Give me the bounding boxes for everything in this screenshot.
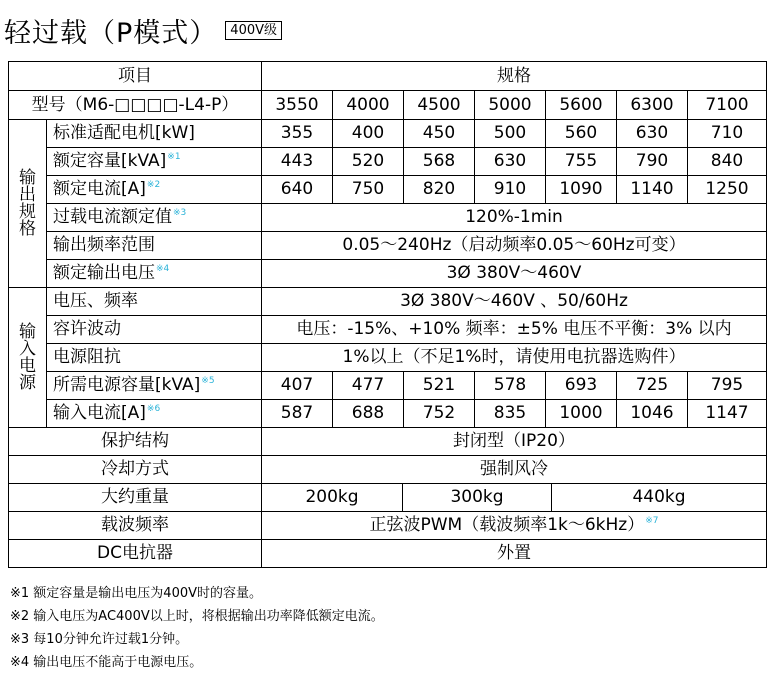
- value-cell: 强制风冷: [262, 456, 767, 484]
- value-cell: 440kg: [551, 484, 766, 511]
- group-char: 格: [19, 218, 36, 239]
- value-cell: 795: [688, 372, 767, 400]
- value-cell: 840: [688, 148, 767, 176]
- value-cell: 560: [546, 120, 617, 148]
- value-cell: 578: [475, 372, 546, 400]
- capacity-row: [9, 148, 767, 176]
- model-cell: 6300: [617, 91, 688, 120]
- out-voltage-row: [9, 260, 767, 288]
- row-label: 容许波动: [47, 316, 262, 344]
- model-label: 型号（M6-□□□□-L4-P）: [9, 91, 262, 120]
- tolerance-row: [9, 316, 767, 344]
- value-cell: 355: [262, 120, 333, 148]
- row-label: 电源阻抗: [47, 344, 262, 372]
- row-label: 保护结构: [9, 428, 262, 456]
- row-label: 输出频率范围: [47, 232, 262, 260]
- footnotes: [10, 582, 768, 674]
- value-cell: 0.05～240Hz（启动频率0.05～60Hz可变）: [262, 232, 767, 260]
- group-char: 输: [19, 321, 36, 342]
- value-cell: 400: [333, 120, 404, 148]
- row-label: 电压、频率: [47, 288, 262, 316]
- value-cell: 封闭型（IP20）: [262, 428, 767, 456]
- dc-reactor-row: [9, 540, 767, 568]
- value-cell: 630: [617, 120, 688, 148]
- group-char: 电: [19, 355, 36, 376]
- value-cell: 568: [404, 148, 475, 176]
- row-label: [47, 372, 262, 400]
- group-char: 输: [19, 167, 36, 188]
- value-cell: 407: [262, 372, 333, 400]
- group-char: 出: [19, 184, 36, 205]
- weight-values: [262, 484, 767, 512]
- group-char: 入: [19, 338, 36, 359]
- overload-row: [9, 204, 767, 232]
- model-cell: 7100: [688, 91, 767, 120]
- value-cell: 1090: [546, 176, 617, 204]
- value-cell: 电压：-15%、+10% 频率：±5% 电压不平衡：3% 以内: [262, 316, 767, 344]
- title-row: [4, 8, 282, 52]
- value-cell: 450: [404, 120, 475, 148]
- value-cell: 500: [475, 120, 546, 148]
- value-cell: 693: [546, 372, 617, 400]
- value-cell: [262, 512, 767, 540]
- motor-row: [9, 120, 767, 148]
- value-cell: 520: [333, 148, 404, 176]
- row-label: [47, 400, 262, 428]
- in-voltage-row: [9, 288, 767, 316]
- footnote: ※1 额定容量是输出电压为400V时的容量。: [10, 586, 263, 601]
- value-text: 正弦波PWM（载波频率1k～6kHz）: [369, 515, 645, 535]
- value-cell: 587: [262, 400, 333, 428]
- page-title: 轻过载（P模式）: [4, 17, 218, 49]
- model-cell: 4500: [404, 91, 475, 120]
- value-cell: 688: [333, 400, 404, 428]
- value-cell: 1250: [688, 176, 767, 204]
- footnote-ref: ※6: [146, 404, 161, 415]
- weight-row: [9, 484, 767, 512]
- protection-row: [9, 428, 767, 456]
- item-header: 项目: [9, 62, 262, 91]
- value-cell: 1%以上（不足1%时，请使用电抗器选购件）: [262, 344, 767, 372]
- footnote-ref: ※7: [645, 516, 659, 527]
- row-label-text: 额定电流[A]: [53, 179, 146, 199]
- footnote: ※3 每10分钟允许过载1分钟。: [10, 632, 189, 647]
- footnote-ref: ※5: [201, 376, 215, 387]
- row-label: DC电抗器: [9, 540, 262, 568]
- carrier-row: [9, 512, 767, 540]
- spec-header: 规格: [262, 62, 767, 91]
- row-label-text: 输入电流[A]: [53, 403, 146, 423]
- footnote: ※4 输出电压不能高于电源电压。: [10, 655, 203, 670]
- value-cell: 790: [617, 148, 688, 176]
- freq-range-row: [9, 232, 767, 260]
- input-group-label: [9, 288, 47, 428]
- value-cell: 3Ø 380V～460V: [262, 260, 767, 288]
- model-cell: 5600: [546, 91, 617, 120]
- value-cell: 752: [404, 400, 475, 428]
- impedance-row: [9, 344, 767, 372]
- value-cell: 443: [262, 148, 333, 176]
- value-cell: 1046: [617, 400, 688, 428]
- row-label: [47, 148, 262, 176]
- footnote-ref: ※4: [156, 264, 170, 275]
- weight-split: [262, 484, 766, 511]
- value-cell: 120%-1min: [262, 204, 767, 232]
- row-label-text: 过载电流额定值: [53, 207, 172, 227]
- value-cell: 300kg: [402, 484, 551, 511]
- spec-table: [8, 61, 767, 568]
- value-cell: 710: [688, 120, 767, 148]
- value-cell: 1140: [617, 176, 688, 204]
- value-cell: 1000: [546, 400, 617, 428]
- footnote-ref: ※2: [146, 180, 161, 191]
- model-cell: 4000: [333, 91, 404, 120]
- model-row: [9, 91, 767, 120]
- group-char: 规: [19, 201, 36, 222]
- footnote-ref: ※3: [173, 208, 187, 219]
- footnote: ※2 输入电压为AC400V以上时，将根据输出功率降低额定电流。: [10, 609, 384, 624]
- value-cell: 477: [333, 372, 404, 400]
- value-cell: 200kg: [305, 487, 359, 507]
- value-cell: 640: [262, 176, 333, 204]
- row-label: 载波频率: [9, 512, 262, 540]
- value-cell: 755: [546, 148, 617, 176]
- value-cell: 910: [475, 176, 546, 204]
- row-label: [47, 176, 262, 204]
- voltage-class-badge: 400V级: [225, 21, 282, 40]
- row-label: [47, 260, 262, 288]
- value-cell: 外置: [262, 540, 767, 568]
- row-label-text: 额定容量[kVA]: [53, 151, 167, 171]
- row-label-text: 所需电源容量[kVA]: [53, 375, 201, 395]
- value-cell: 750: [333, 176, 404, 204]
- model-cell: 3550: [262, 91, 333, 120]
- value-cell: 521: [404, 372, 475, 400]
- current-row: [9, 176, 767, 204]
- row-label: 冷却方式: [9, 456, 262, 484]
- row-label: [47, 204, 262, 232]
- model-cell: 5000: [475, 91, 546, 120]
- value-cell: 835: [475, 400, 546, 428]
- row-label: 标准适配电机[kW]: [47, 120, 262, 148]
- cooling-row: [9, 456, 767, 484]
- value-cell: 1147: [688, 400, 767, 428]
- output-group-label: [9, 120, 47, 288]
- table-header-row: [9, 62, 767, 91]
- in-current-row: [9, 400, 767, 428]
- row-label: 大约重量: [9, 484, 262, 512]
- value-cell: 820: [404, 176, 475, 204]
- value-cell: 725: [617, 372, 688, 400]
- value-cell: 3Ø 380V～460V 、50/60Hz: [262, 288, 767, 316]
- row-label-text: 额定输出电压: [53, 263, 155, 283]
- supply-capacity-row: [9, 372, 767, 400]
- value-cell: 630: [475, 148, 546, 176]
- footnote-ref: ※1: [167, 152, 181, 163]
- group-char: 源: [19, 372, 36, 393]
